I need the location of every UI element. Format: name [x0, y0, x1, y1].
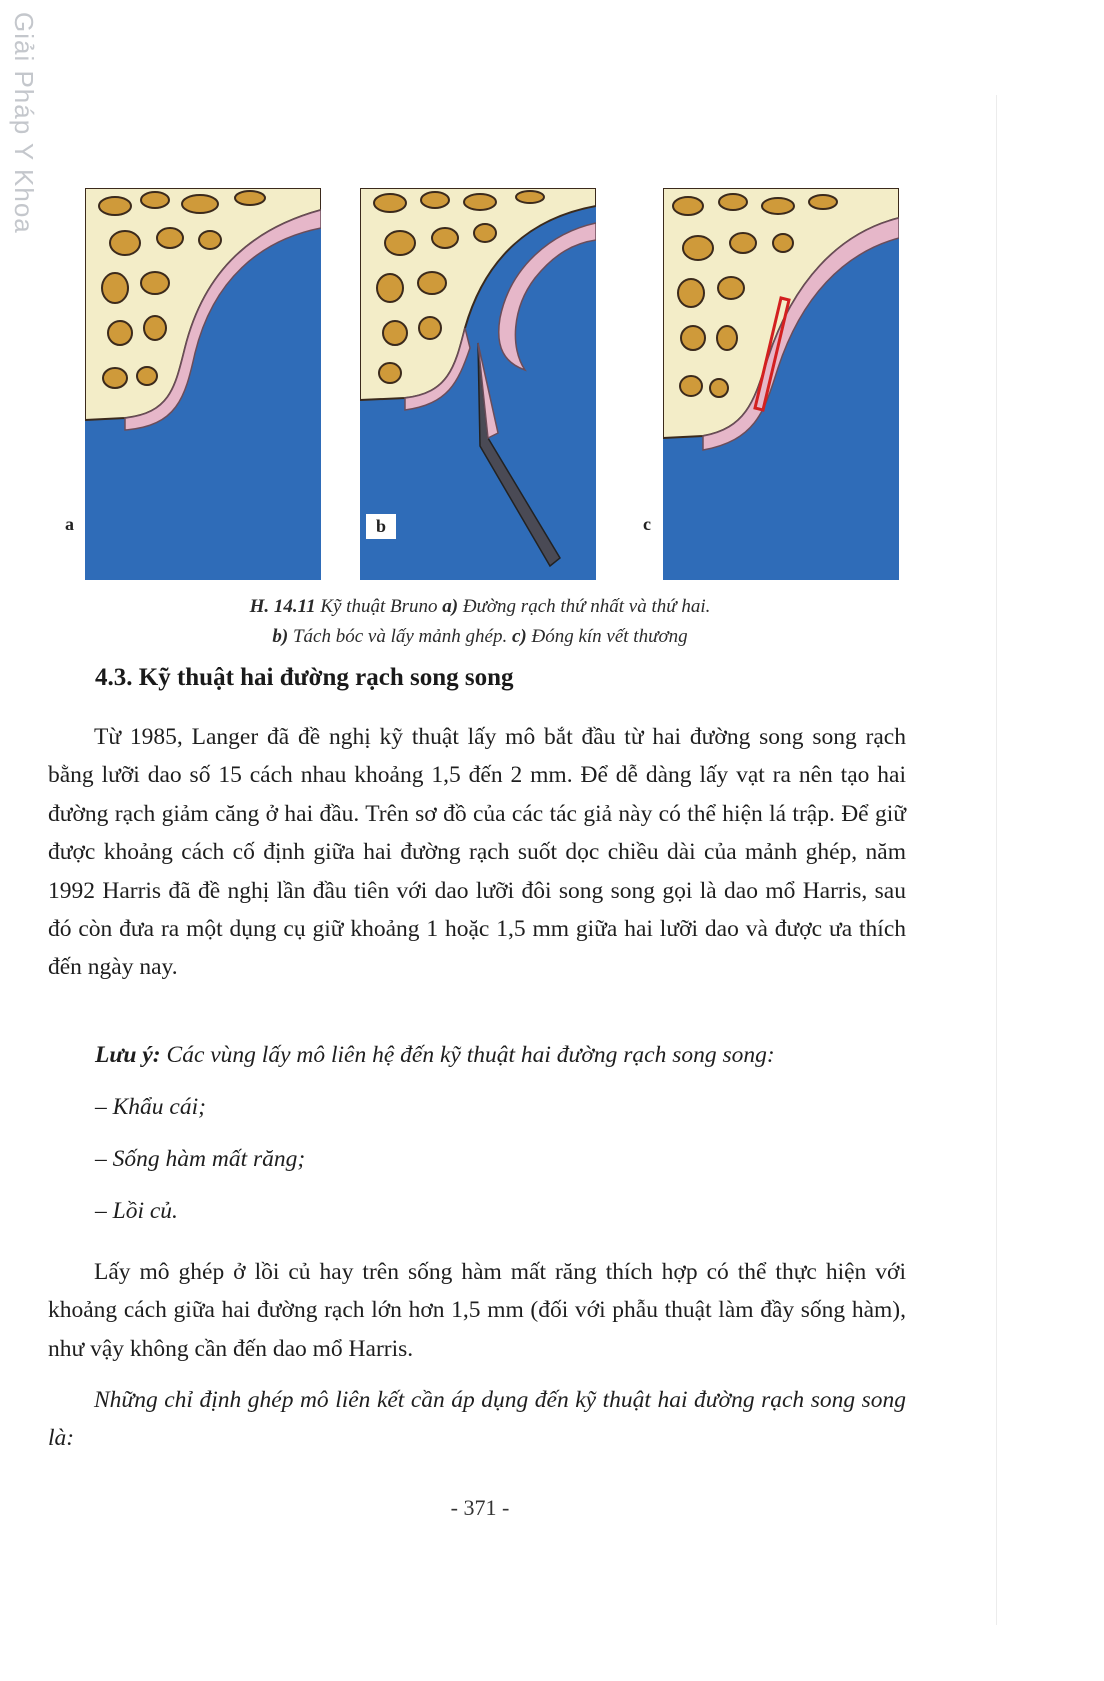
- caption-marker-a: a): [442, 596, 459, 617]
- paragraph-loi-cu: Lấy mô ghép ở lồi củ hay trên sống hàm mất răng thích hợp có thể thực hiện với khoảng cách giữa hai đường rạch lớn hơn 1,5 mm (đối với phẫu thuật làm đầy sống hàm), như vậy không cần đến dao mổ Harris.: [48, 1259, 906, 1362]
- panel-label-a: a: [65, 514, 74, 534]
- list-item: – Sống hàm mất răng;: [95, 1146, 306, 1172]
- page-number: - 371 -: [450, 1495, 510, 1520]
- note-line: [95, 1042, 775, 1069]
- note-text: Các vùng lấy mô liên hệ đến kỹ thuật hai đường rạch song song:: [160, 1042, 775, 1068]
- paragraph-chi-dinh: Những chỉ định ghép mô liên kết cần áp dụng đến kỹ thuật hai đường rạch song song là:: [48, 1387, 906, 1452]
- page-edge-divider: [996, 95, 997, 1625]
- list-item: – Lồi củ.: [95, 1198, 178, 1224]
- caption-text: Đường rạch thứ nhất và thứ hai.: [458, 596, 711, 617]
- figure-caption-line-2: [130, 622, 830, 652]
- figure-caption-line-1: [130, 592, 830, 622]
- panel-label-c: c: [643, 514, 651, 534]
- caption-text: Kỹ thuật Bruno: [315, 596, 443, 617]
- figure-number: H. 14.11: [249, 596, 316, 617]
- section-heading: 4.3. Kỹ thuật hai đường rạch song song: [95, 664, 514, 691]
- list-item: – Khẩu cái;: [95, 1094, 206, 1120]
- figure-panel-a: [65, 188, 321, 580]
- figure-panel-b: [360, 188, 596, 580]
- panel-label-b: b: [366, 514, 396, 539]
- caption-text: Tách bóc và lấy mảnh ghép.: [288, 626, 512, 647]
- caption-marker-b: b): [272, 626, 289, 647]
- caption-marker-c: c): [511, 626, 527, 647]
- figure-panel-c: [643, 188, 899, 580]
- watermark-text: Giải Pháp Y Khoa: [9, 12, 39, 234]
- caption-text: Đóng kín vết thương: [526, 626, 688, 647]
- note-label: Lưu ý:: [95, 1042, 161, 1068]
- paragraph-langer: Từ 1985, Langer đã đề nghị kỹ thuật lấy mô bắt đầu từ hai đường song song rạch bằng lưỡi dao số 15 cách nhau khoảng 1,5 đến 2 mm. Để dễ dàng lấy vạt ra nên tạo hai đường rạch giảm căng ở hai đầu. Trên sơ đồ của các tác giả này có thể hiện lá trập. Để giữ được khoảng cách cố định giữa hai đường rạch suốt dọc chiều dài của mảnh ghép, năm 1992 Harris đã đề nghị lần đầu tiên với dao lưỡi đôi song song gọi là dao mổ Harris, sau đó còn đưa ra một dụng cụ giữ khoảng 1 hoặc 1,5 mm giữa hai lưỡi dao và được ưa thích đến ngày nay.: [48, 724, 906, 981]
